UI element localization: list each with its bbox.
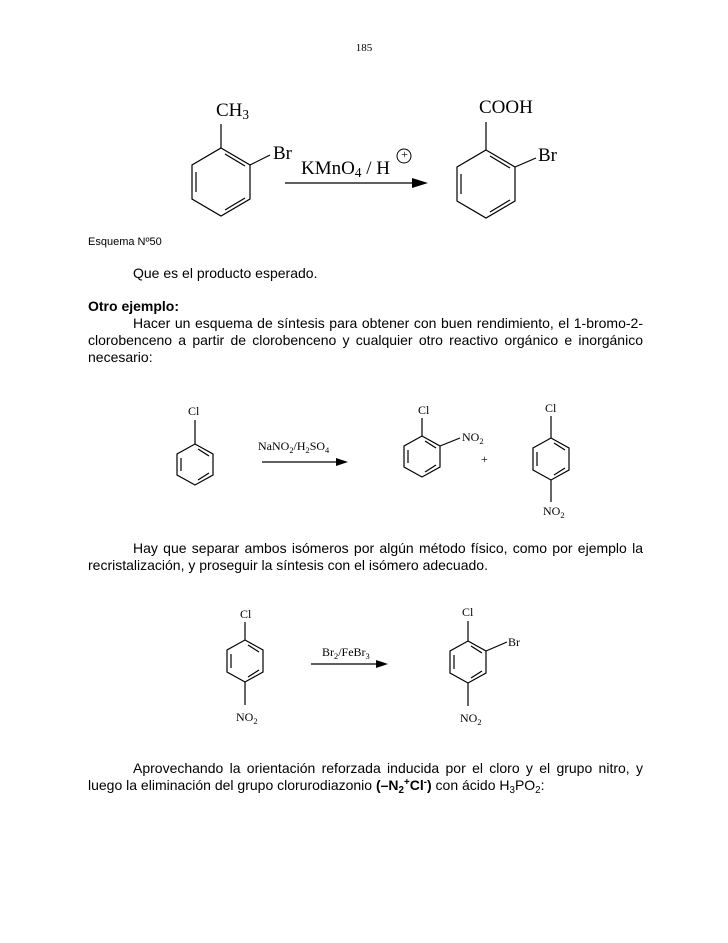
bromo-label-reactant: Br xyxy=(273,143,292,164)
positive-charge-sign: + xyxy=(401,147,408,161)
scheme-caption: Esquema Nº50 xyxy=(88,236,162,248)
ortho-chloronitrobenzene-structure xyxy=(404,418,460,477)
reaction-arrow-2 xyxy=(262,458,348,466)
chlorobenzene-structure xyxy=(177,420,213,485)
plus-sign: + xyxy=(481,452,488,466)
no2-label-reactant: $NO_2$ xyxy=(236,710,258,726)
br-label-product: Br xyxy=(508,635,520,649)
page-number: 185 xyxy=(355,42,373,54)
no2-label-ortho: $NO_2$ xyxy=(462,430,484,446)
para-chloronitrobenzene-structure xyxy=(533,416,569,502)
bromochloronitrobenzene-structure xyxy=(450,621,507,706)
paragraph-synthesis-task: Hacer un esquema de síntesis para obtener con buen rendimiento, el 1-bromo-2-clorobenceno a partir de clorobenceno y cualquier otro reactivo orgánico e inorgánico necesario: xyxy=(88,315,643,365)
p-chloronitrobenzene-reactant-structure xyxy=(227,622,263,705)
paragraph-diazonium-removal: Aprovechando la orientación reforzada inducida por el cloro y el grupo nitro, y luego la eliminación del grupo clorurodiazonio $(-N_2^+Cl^-)$ con ácido $H_3PO_2$: xyxy=(88,760,643,796)
cl-label-para: Cl xyxy=(545,401,557,415)
reagent-bromination: $Br_2/FeBr_3$ xyxy=(322,645,370,661)
cl-label-ortho: Cl xyxy=(418,403,430,417)
cl-label-chlorobenzene: Cl xyxy=(188,404,200,418)
cl-label-reactant: Cl xyxy=(240,607,252,621)
carboxyl-label: COOH xyxy=(479,97,533,118)
paragraph-expected-product: Que es el producto esperado. xyxy=(133,265,318,281)
no2-label-para: $NO_2$ xyxy=(543,504,565,520)
bromobenzoic-acid-structure xyxy=(457,122,536,218)
paragraph-separate-isomers: Hay que separar ambos isómeros por algún método físico, como por ejemplo la recristalización, y proseguir la síntesis con el isómero adecuado. xyxy=(88,540,643,573)
bromo-label-product: Br xyxy=(538,145,557,166)
methyl-label: $CH_3$ xyxy=(216,100,250,122)
reagent-kmno4: KMnO$_4$ / H xyxy=(301,158,390,180)
heading-other-example: Otro ejemplo: xyxy=(88,298,180,314)
no2-label-product: $NO_2$ xyxy=(460,711,482,727)
bromotoluene-structure xyxy=(192,124,270,216)
cl-label-product: Cl xyxy=(462,605,474,619)
reaction-arrow-3 xyxy=(311,660,388,668)
reagent-nitration: $NaNO_2/H_2SO_4$ xyxy=(258,439,330,455)
